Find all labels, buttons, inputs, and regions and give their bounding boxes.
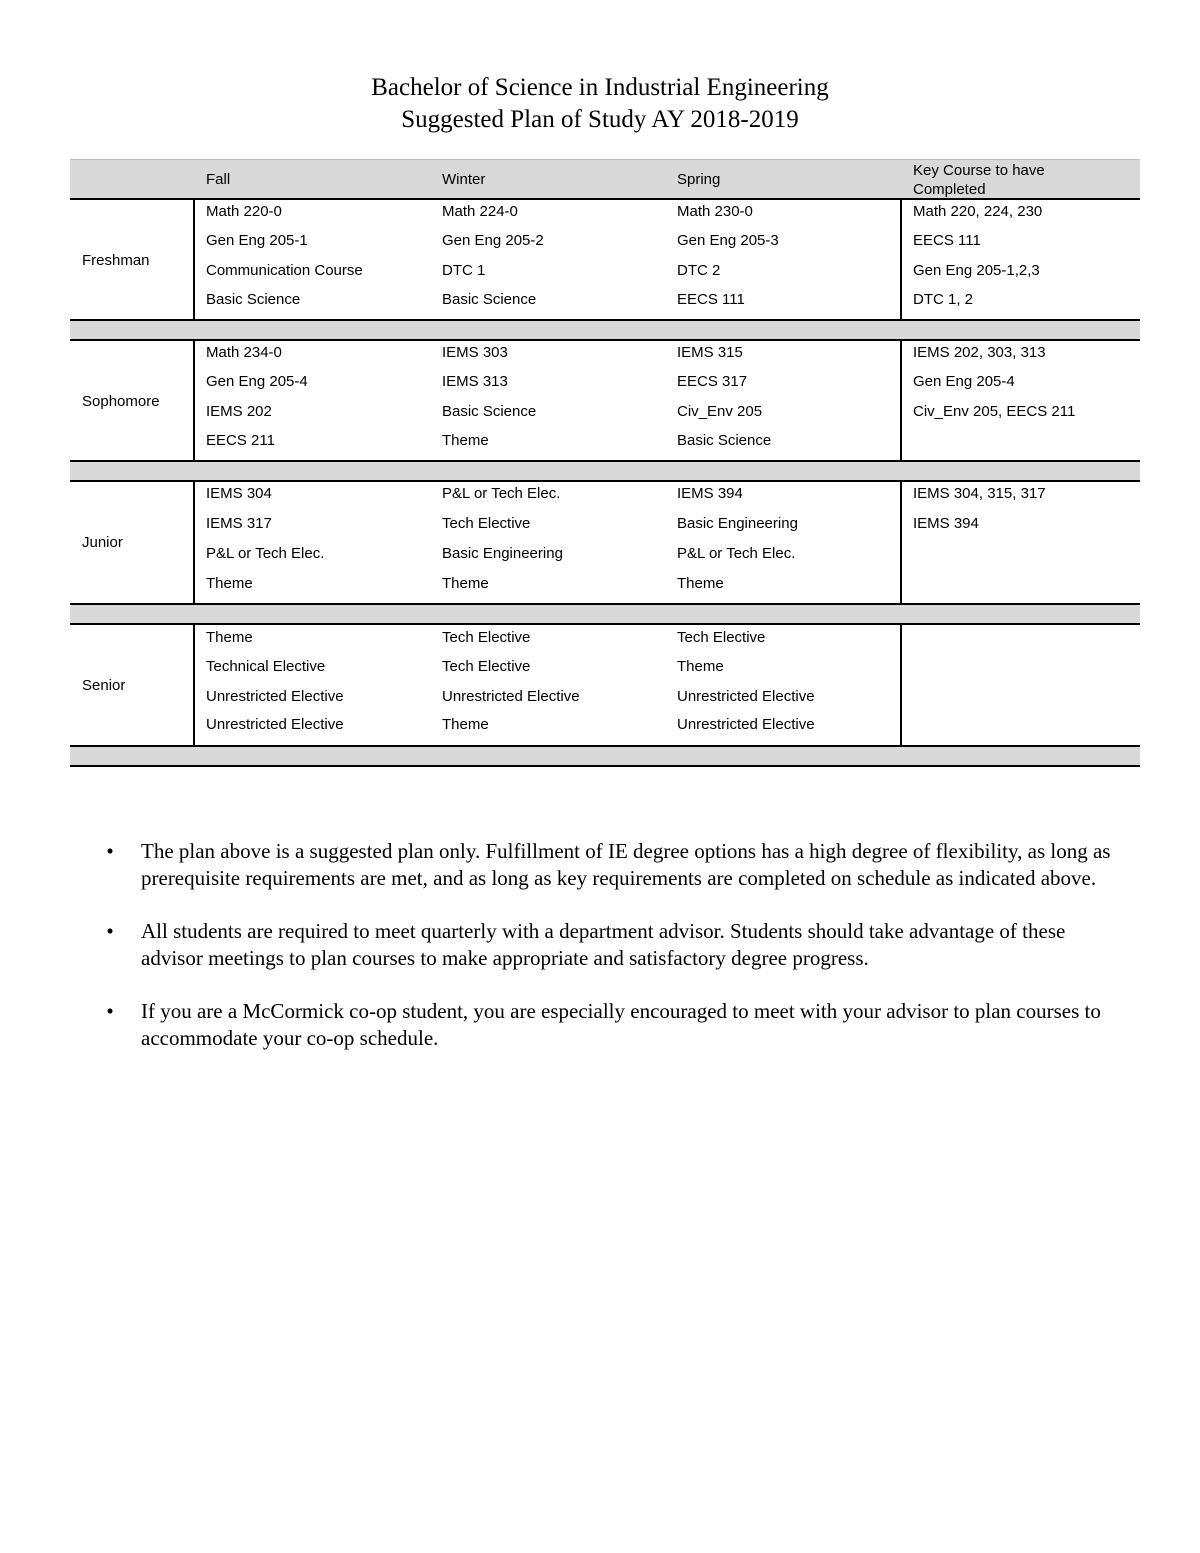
- course-cell: Theme: [442, 575, 489, 592]
- divider-senior-left: [193, 625, 195, 745]
- bullet-icon: •: [106, 999, 114, 1023]
- header-key-course: Key Course to have Completed: [913, 162, 1045, 198]
- course-cell: IEMS 313: [442, 373, 508, 390]
- course-cell: Unrestricted Elective: [677, 716, 815, 733]
- course-cell: Basic Science: [442, 403, 537, 420]
- course-cell: Unrestricted Elective: [206, 716, 344, 733]
- course-cell: Basic Science: [442, 291, 537, 308]
- year-label-freshman: Freshman: [82, 252, 150, 269]
- header-fall: Fall: [206, 171, 231, 188]
- table-header-row: [70, 159, 1140, 200]
- course-cell: Gen Eng 205-4: [206, 373, 308, 390]
- course-cell: DTC 2: [677, 262, 721, 279]
- course-cell: IEMS 394: [677, 485, 743, 502]
- note-item: [100, 918, 1130, 972]
- notes-list: [100, 838, 1130, 1078]
- course-cell: P&L or Tech Elec.: [206, 545, 325, 562]
- key-course-cell: IEMS 394: [913, 515, 979, 532]
- course-cell: Theme: [677, 575, 724, 592]
- key-course-cell: DTC 1, 2: [913, 291, 974, 308]
- key-course-cell: IEMS 304, 315, 317: [913, 485, 1046, 502]
- key-course-cell: IEMS 202, 303, 313: [913, 344, 1046, 361]
- course-cell: Theme: [206, 629, 253, 646]
- year-label-junior: Junior: [82, 534, 123, 551]
- course-cell: Math 234-0: [206, 344, 282, 361]
- spacer-row: [70, 460, 1140, 482]
- course-cell: Theme: [677, 658, 724, 675]
- course-cell: Unrestricted Elective: [677, 688, 815, 705]
- key-course-cell: EECS 111: [913, 232, 981, 249]
- course-cell: IEMS 304: [206, 485, 272, 502]
- course-cell: Basic Engineering: [442, 545, 563, 562]
- course-cell: Gen Eng 205-1: [206, 232, 308, 249]
- course-cell: IEMS 317: [206, 515, 272, 532]
- course-cell: IEMS 315: [677, 344, 743, 361]
- course-cell: IEMS 202: [206, 403, 272, 420]
- year-label-sophomore: Sophomore: [82, 393, 160, 410]
- course-cell: Theme: [442, 432, 489, 449]
- course-cell: DTC 1: [442, 262, 486, 279]
- course-cell: P&L or Tech Elec.: [442, 485, 561, 502]
- spacer-row: [70, 603, 1140, 625]
- course-cell: Tech Elective: [442, 658, 531, 675]
- course-cell: EECS 317: [677, 373, 748, 390]
- course-cell: Unrestricted Elective: [206, 688, 344, 705]
- course-cell: Communication Course: [206, 262, 363, 279]
- document-subtitle: Suggested Plan of Study AY 2018-2019: [401, 106, 799, 133]
- document-title: Bachelor of Science in Industrial Engineering: [371, 74, 829, 101]
- course-cell: Technical Elective: [206, 658, 326, 675]
- course-cell: Civ_Env 205: [677, 403, 763, 420]
- divider-senior-right: [900, 625, 902, 745]
- divider-freshman-right: [900, 200, 902, 319]
- note-item: [100, 998, 1130, 1052]
- course-cell: Tech Elective: [677, 629, 766, 646]
- spacer-row: [70, 319, 1140, 341]
- course-cell: EECS 211: [206, 432, 275, 449]
- header-winter: Winter: [442, 171, 486, 188]
- divider-junior-left: [193, 482, 195, 603]
- note-text: If you are a McCormick co-op student, you are especially encouraged to meet with your advisor to plan courses to accommodate your co-op schedule.: [141, 999, 1101, 1050]
- divider-freshman-left: [193, 200, 195, 319]
- divider-sophomore-right: [900, 341, 902, 460]
- course-cell: EECS 111: [677, 291, 745, 308]
- key-course-cell: Math 220, 224, 230: [913, 203, 1043, 220]
- note-item: [100, 838, 1130, 892]
- course-cell: Unrestricted Elective: [442, 688, 580, 705]
- key-course-cell: Gen Eng 205-1,2,3: [913, 262, 1040, 279]
- key-course-cell: Civ_Env 205, EECS 211: [913, 403, 1076, 420]
- header-spring: Spring: [677, 171, 721, 188]
- bullet-icon: •: [106, 839, 114, 863]
- divider-sophomore-left: [193, 341, 195, 460]
- course-cell: Math 220-0: [206, 203, 282, 220]
- course-cell: Theme: [206, 575, 253, 592]
- year-label-senior: Senior: [82, 677, 126, 694]
- course-cell: IEMS 303: [442, 344, 508, 361]
- key-course-cell: Gen Eng 205-4: [913, 373, 1015, 390]
- course-cell: Basic Engineering: [677, 515, 798, 532]
- course-cell: Math 224-0: [442, 203, 518, 220]
- course-cell: Basic Science: [206, 291, 301, 308]
- bullet-icon: •: [106, 919, 114, 943]
- plan-of-study-table: [70, 159, 1140, 769]
- course-cell: Gen Eng 205-3: [677, 232, 779, 249]
- course-cell: P&L or Tech Elec.: [677, 545, 796, 562]
- course-cell: Gen Eng 205-2: [442, 232, 544, 249]
- course-cell: Theme: [442, 716, 489, 733]
- spacer-row: [70, 745, 1140, 767]
- divider-junior-right: [900, 482, 902, 603]
- course-cell: Basic Science: [677, 432, 772, 449]
- note-text: The plan above is a suggested plan only. Fulfillment of IE degree options has a high degree of flexibility, as long as prerequisite requirements are met, and as long as key requirements are completed on schedule as indicated above.: [141, 839, 1111, 890]
- course-cell: Tech Elective: [442, 515, 531, 532]
- course-cell: Math 230-0: [677, 203, 753, 220]
- note-text: All students are required to meet quarterly with a department advisor. Students should take advantage of these advisor meetings to plan courses to make appropriate and satisfactory degree progress.: [141, 919, 1066, 970]
- course-cell: Tech Elective: [442, 629, 531, 646]
